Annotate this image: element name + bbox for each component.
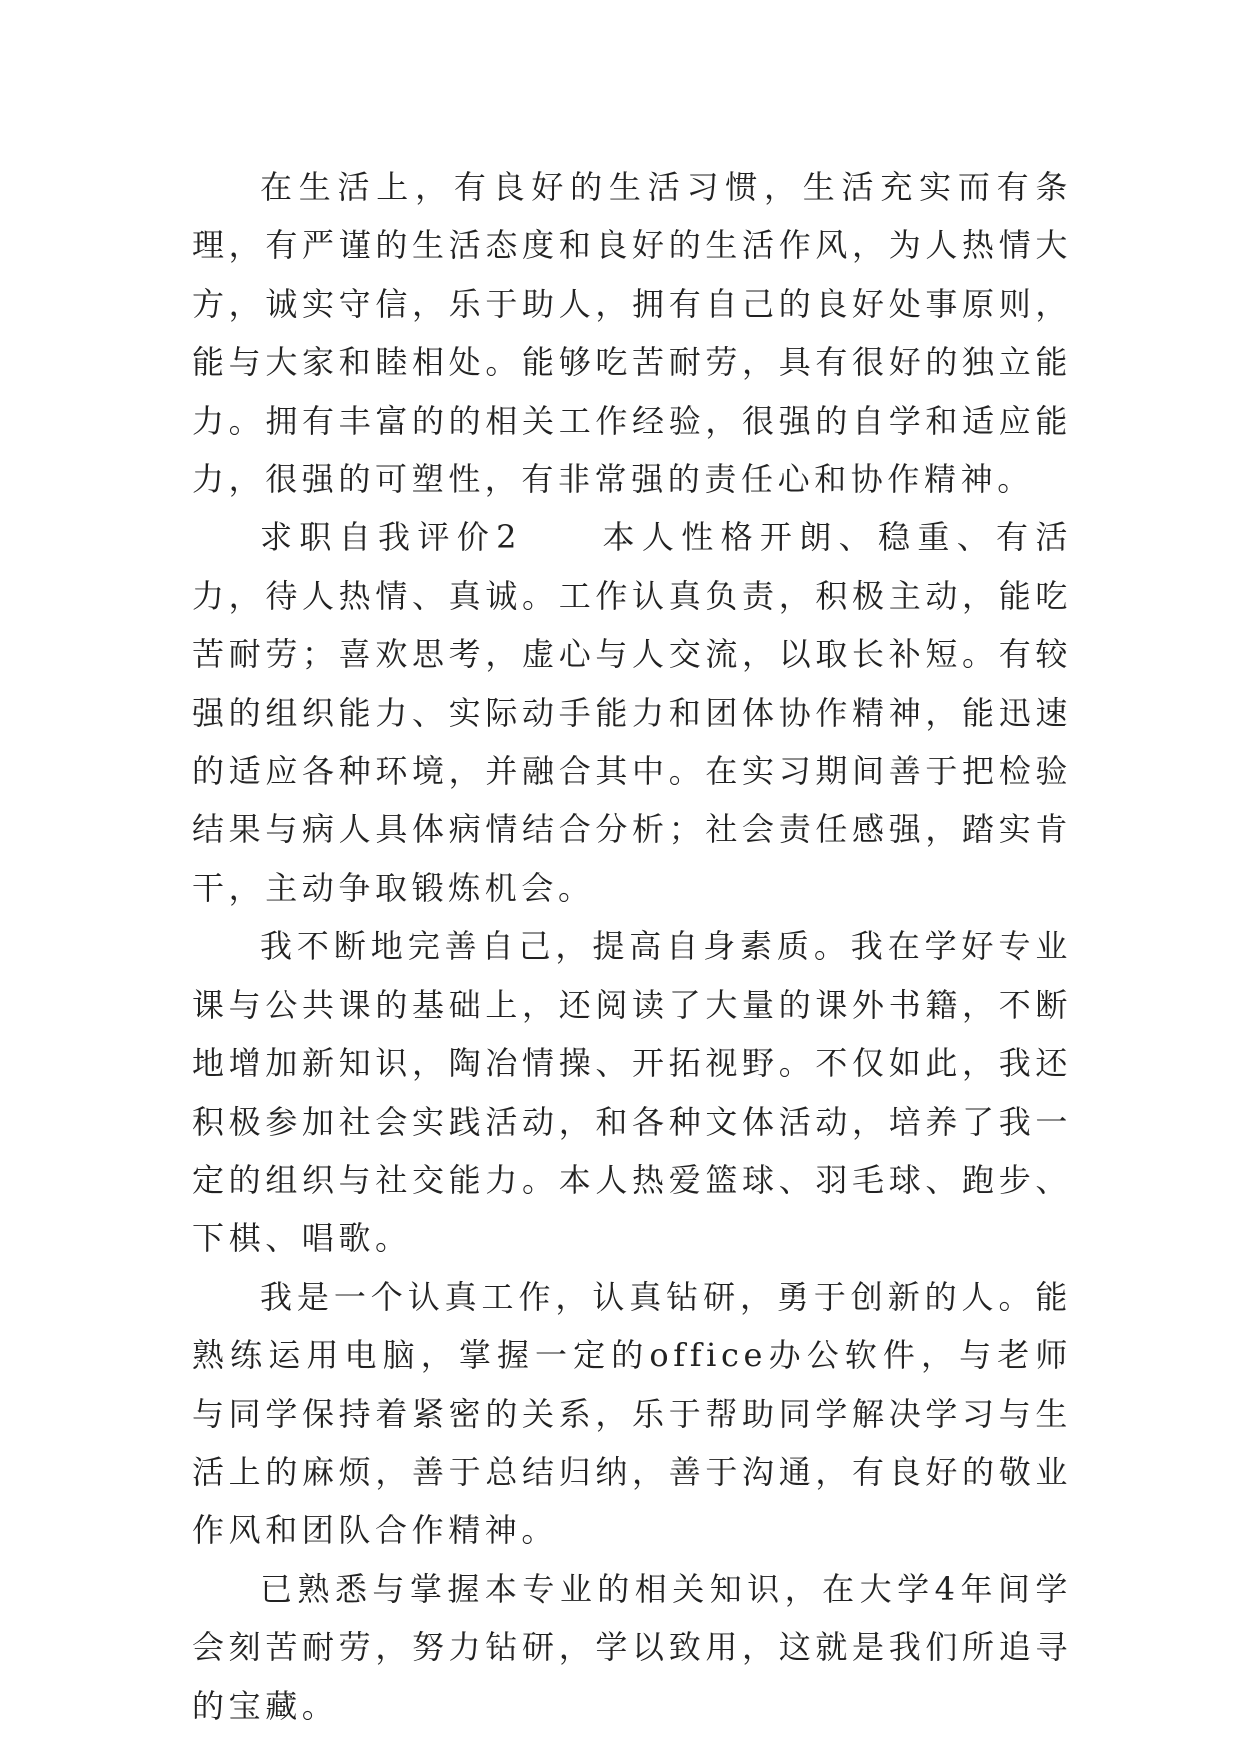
paragraph-self-improvement: 我不断地完善自己，提高自身素质。我在学好专业课与公共课的基础上，还阅读了大量的课外书籍，不断地增加新知识，陶冶情操、开拓视野。不仅如此，我还积极参加社会实践活动，和各种文体活动，培养了我一定的组织与社交能力。本人热爱篮球、羽毛球、跑步、下棋、唱歌。 — [192, 927, 1072, 1258]
paragraph-work-attitude: 我是一个认真工作，认真钻研，勇于创新的人。能熟练运用电脑，掌握一定的office办公软件，与老师与同学保持着紧密的关系，乐于帮助同学解决学习与生活上的麻烦，善于总结归纳，善于沟通，有良好的敬业作风和团队合作精神。 — [192, 1277, 1072, 1550]
document-body — [192, 158, 1072, 1735]
paragraph-professional-knowledge: 已熟悉与掌握本专业的相关知识，在大学4年间学会刻苦耐劳，努力钻研，学以致用，这就是我们所追寻的宝藏。 — [192, 1569, 1072, 1725]
paragraph-self-evaluation-2: 求职自我评价2 本人性格开朗、稳重、有活力，待人热情、真诚。工作认真负责，积极主动，能吃苦耐劳；喜欢思考，虚心与人交流，以取长补短。有较强的组织能力、实际动手能力和团体协作精神，能迅速的适应各种环境，并融合其中。在实习期间善于把检验结果与病人具体病情结合分析；社会责任感强，踏实肯干，主动争取锻炼机会。 — [192, 518, 1072, 907]
paragraph-life-habits: 在生活上，有良好的生活习惯，生活充实而有条理，有严谨的生活态度和良好的生活作风，为人热情大方，诚实守信，乐于助人，拥有自己的良好处事原则，能与大家和睦相处。能够吃苦耐劳，具有很好的独立能力。拥有丰富的的相关工作经验，很强的自学和适应能力，很强的可塑性，有非常强的责任心和协作精神。 — [192, 168, 1072, 499]
